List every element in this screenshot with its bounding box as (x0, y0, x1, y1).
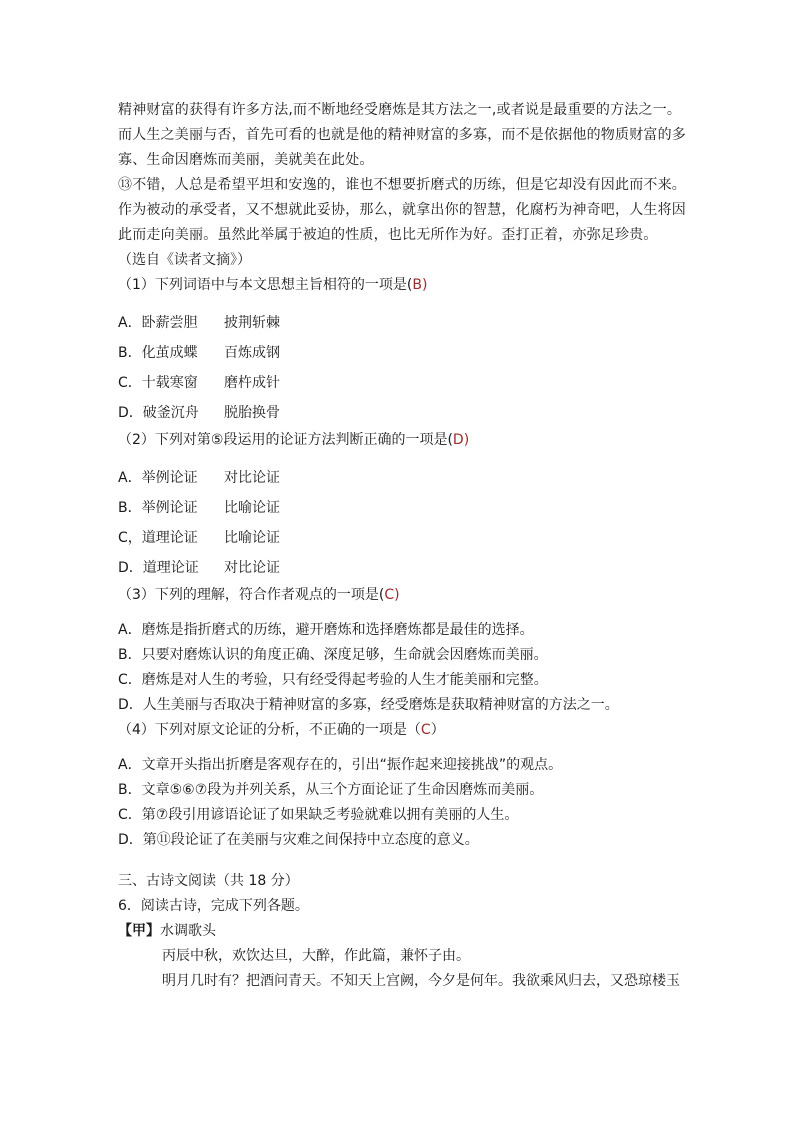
option-term-2: 披荆斩棘 (224, 315, 280, 331)
option-row (118, 308, 688, 338)
question-1-options (118, 308, 688, 428)
option-term-2: 百炼成钢 (224, 345, 280, 361)
question-4-stem (118, 718, 688, 743)
option-row (118, 338, 688, 368)
poem-line: 明月几时有？把酒问青天。不知天上宫阙，今夕是何年。我欲乘风归去，又恐琼楼玉 (162, 973, 680, 989)
option-term-1: B．举例论证 (118, 500, 198, 516)
option-row (118, 368, 688, 398)
text-line: 寡、生命因磨炼而美丽，美就美在此处。 (118, 152, 374, 168)
option-term-2: 脱胎换骨 (224, 405, 280, 421)
question-2-options (118, 463, 688, 583)
question-3-answer: C (384, 587, 395, 603)
question-6-stem: 6．阅读古诗，完成下列各题。 (118, 898, 309, 914)
option-row: B．只要对磨炼认识的角度正确、深度足够，生命就会因磨炼而美丽。 (118, 647, 548, 663)
option-row: A．磨炼是指折磨式的历练，避开磨炼和选择磨炼都是最佳的选择。 (118, 622, 534, 638)
option-row: B．文章⑤⑥⑦段为并列关系，从三个方面论证了生命因磨炼而美丽。 (118, 782, 544, 798)
answer-close-paren: ） (430, 722, 445, 738)
option-term-1: C．十载寒窗 (118, 375, 198, 391)
option-term-1: A．举例论证 (118, 470, 198, 486)
option-term-2: 比喻论证 (224, 500, 280, 516)
question-1-answer: B (412, 277, 422, 293)
text-line: 而人生之美丽与否，首先可看的也就是他的精神财富的多寡，而不是依据他的物质财富的多 (118, 127, 686, 143)
answer-close-paren: ) (421, 277, 428, 293)
option-term-2: 对比论证 (224, 470, 280, 486)
option-term-1: A．卧薪尝胆 (118, 315, 198, 331)
question-stem-text: （4）下列对原文论证的分析，不正确的一项是（ (118, 722, 421, 738)
question-stem-text: （2）下列对第⑤段运用的论证方法判断正确的一项是( (118, 432, 453, 448)
option-term-1: C，道理论证 (118, 530, 198, 546)
text-line: ⑬不错，人总是希望平坦和安逸的，谁也不想要折磨式的历练，但是它却没有因此而不来。 (118, 177, 686, 193)
option-row (118, 523, 688, 553)
option-term-2: 对比论证 (224, 560, 280, 576)
poem-title: 水调歌头 (160, 923, 216, 939)
option-row: A．文章开头指出折磨是客观存在的，引出“振作起来迎接挑战”的观点。 (118, 757, 563, 773)
option-row: D．第⑪段论证了在美丽与灾难之间保持中立态度的意义。 (118, 832, 479, 848)
question-stem-text: （1）下列词语中与本文思想主旨相符的一项是( (118, 277, 413, 293)
option-row (118, 493, 688, 523)
source-note: （选自《读者文摘》） (118, 252, 251, 268)
option-term-2: 比喻论证 (224, 530, 280, 546)
question-4-answer: C (420, 722, 431, 738)
question-2-answer: D (452, 432, 464, 448)
option-term-1: D．破釜沉舟 (118, 405, 199, 421)
question-1-stem (118, 273, 688, 298)
question-2-stem (118, 428, 688, 453)
text-line: 精神财富的获得有许多方法,而不断地经受磨炼是其方法之一,或者说是最重要的方法之一。 (118, 102, 682, 118)
option-term-1: D．道理论证 (118, 560, 199, 576)
option-row: C．磨炼是对人生的考验，只有经受得起考验的人生才能美丽和完整。 (118, 672, 548, 688)
passage-paragraph-12 (118, 98, 688, 173)
option-term-2: 磨杵成针 (224, 375, 280, 391)
poem-title-line (118, 919, 688, 944)
option-row (118, 553, 688, 583)
answer-close-paren: ) (463, 432, 470, 448)
document-page (118, 98, 688, 994)
question-3-options (118, 618, 688, 718)
section-heading: 三、古诗文阅读（共 18 分） (118, 873, 299, 889)
question-3-stem (118, 583, 688, 608)
option-row (118, 398, 688, 428)
option-row (118, 463, 688, 493)
text-line: 作为被动的承受者，又不想就此妥协，那么，就拿出你的智慧，化腐朽为神奇吧，人生将因 (118, 202, 686, 218)
option-term-1: B．化茧成蝶 (118, 345, 198, 361)
poem-preface: 丙辰中秋，欢饮达旦，大醉，作此篇，兼怀子由。 (162, 948, 470, 964)
question-4-options (118, 753, 688, 853)
option-row: C．第⑦段引用谚语论证了如果缺乏考验就难以拥有美丽的人生。 (118, 807, 519, 823)
answer-close-paren: ) (394, 587, 400, 603)
passage-paragraph-13 (118, 173, 688, 248)
poem-label: 【甲】 (118, 923, 160, 939)
question-stem-text: （3）下列的理解，符合作者观点的一项是( (118, 587, 385, 603)
option-row: D．人生美丽与否取决于精神财富的多寡，经受磨炼是获取精神财富的方法之一。 (118, 697, 619, 713)
text-line: 此而走向美丽。虽然此举属于被迫的性质，也比无所作为好。歪打正着，亦弥足珍贵。 (118, 227, 658, 243)
